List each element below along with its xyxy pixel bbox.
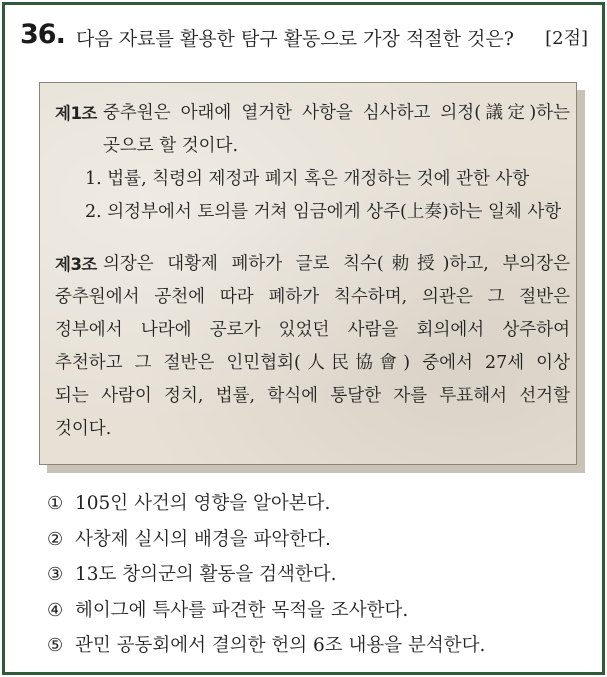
- choice-3-text: 13도 창의군의 활동을 검색한다.: [75, 564, 337, 585]
- choice-2-text: 사창제 실시의 배경을 파악한다.: [75, 528, 331, 550]
- article-3-line: 정부에서 나라에 공로가 있었던 사람을 회의에서 상주하여: [55, 320, 570, 340]
- question-text: 다음 자료를 활용한 탐구 활동으로 가장 적절한 것은?: [76, 28, 514, 50]
- choice-1[interactable]: [47, 486, 587, 522]
- choice-3[interactable]: [47, 557, 587, 593]
- question-frame: [2, 2, 605, 675]
- choice-4-text: 헤이그에 특사를 파견한 목적을 조사한다.: [75, 599, 409, 621]
- answer-choices: [47, 486, 587, 664]
- article-1-line: 중추원은 아래에 열거한 사항을 심사하고 의정(議定)하는: [103, 103, 570, 123]
- article-3-label: 제3조: [55, 255, 97, 274]
- article-1-line: 곳으로 할 것이다.: [103, 136, 239, 156]
- choice-5[interactable]: [47, 628, 587, 664]
- article-1-item: 1. 법률, 칙령의 제정과 폐지 혹은 개정하는 것에 관한 사항: [85, 169, 530, 189]
- article-3-line: 것이다.: [55, 419, 112, 439]
- choice-1-mark: ①: [47, 493, 64, 514]
- choice-4-mark: ④: [47, 599, 64, 621]
- question-points: [2점]: [545, 28, 588, 49]
- question-header: [20, 19, 590, 55]
- article-3-line: 되는 사람이 정치, 법률, 학식에 통달한 자를 투표해서 선거할: [55, 386, 570, 406]
- article-1-item: 2. 의정부에서 토의를 거쳐 임금에게 상주(上奏)하는 일체 사항: [85, 202, 562, 222]
- article-3-line: 의장은 대황제 폐하가 글로 칙수(勅授)하고, 부의장은: [103, 254, 570, 274]
- choice-4[interactable]: [47, 593, 587, 629]
- choice-3-mark: ③: [47, 564, 64, 585]
- source-material-box: [39, 82, 577, 465]
- article-3: [55, 248, 570, 446]
- article-3-line: 추천하고 그 절반은 인민협회(人民協會) 중에서 27세 이상: [55, 353, 570, 373]
- choice-5-text: 관민 공동회에서 결의한 헌의 6조 내용을 분석한다.: [75, 635, 486, 656]
- article-3-line: 중추원에서 공천에 따라 폐하가 칙수하며, 의관은 그 절반은: [55, 287, 570, 307]
- choice-1-text: 105인 사건의 영향을 알아본다.: [75, 493, 331, 514]
- choice-5-mark: ⑤: [47, 635, 64, 656]
- article-1: [55, 97, 570, 229]
- choice-2-mark: ②: [47, 528, 64, 550]
- question-number: 36.: [20, 19, 65, 50]
- article-1-label: 제1조: [55, 104, 97, 123]
- choice-2[interactable]: [47, 522, 587, 558]
